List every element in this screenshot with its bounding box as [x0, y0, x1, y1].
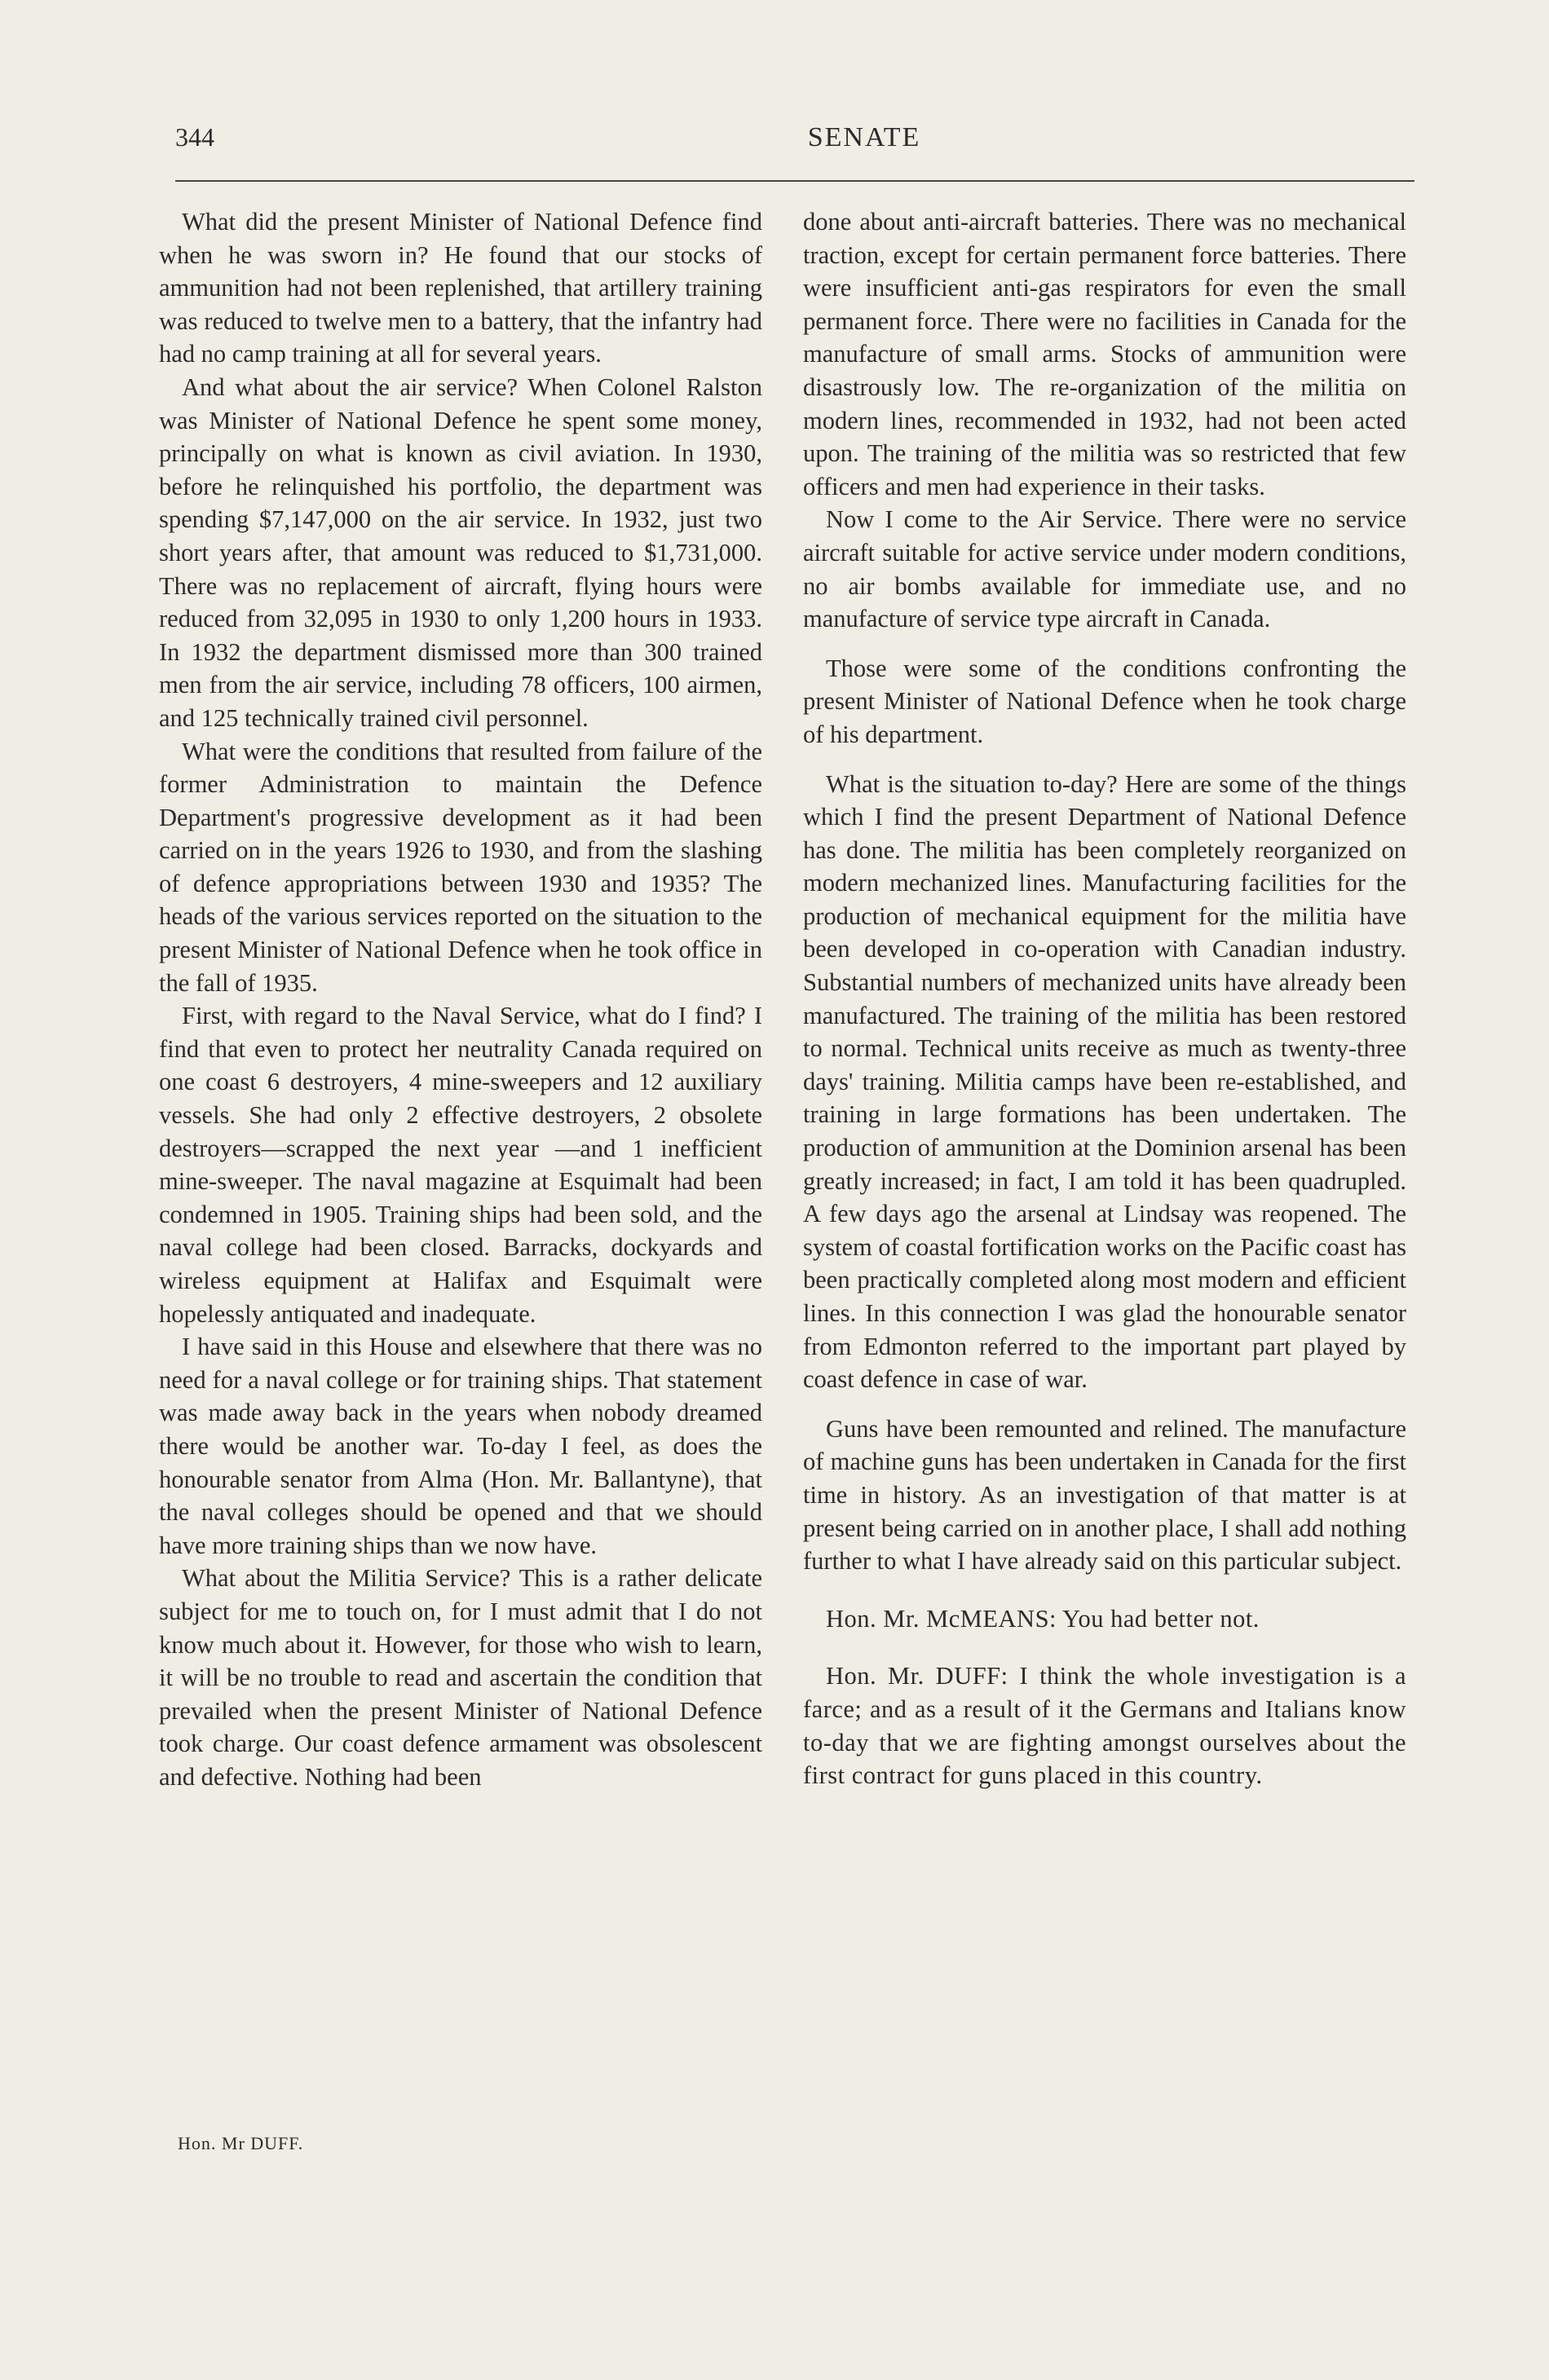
- paragraph: What were the conditions that resulted from failure of the former Administration to maintain the Defence Department's progressive development as it had been carried on in the years 1926 to 1930, and from the slashing of defence appropriations between 1930 and 1935? The heads of the various services reported on the situation to the present Minister of National Defence when he took office in the fall of 1935.: [159, 737, 762, 997]
- right-column: [803, 205, 1406, 1792]
- paragraph: Those were some of the conditions confronting the present Minister of National Defence when he took charge of his department.: [803, 654, 1406, 748]
- paragraph: What did the present Minister of National Defence find when he was sworn in? He found that our stocks of ammunition had not been replenished, that artillery training was reduced to twelve men to a battery, that the infantry had had no camp training at all for several years.: [159, 208, 762, 368]
- paragraph: I have said in this House and elsewhere that there was no need for a naval college or for training ships. That statement was made away back in the years when nobody dreamed there would be another war. To-day I feel, as does the honourable senator from Alma (Hon. Mr. Ballantyne), that the naval colleges should be opened and that we should have more training ships than we now have.: [159, 1333, 762, 1559]
- speaker-remark-mcmeans: Hon. Mr. McMEANS: You had better not.: [826, 1604, 1260, 1633]
- paragraph: Now I come to the Air Service. There were no service aircraft suitable for active service under modern conditions, no air bombs available for immediate use, and no manufacture of service type aircraft in Canada.: [803, 505, 1406, 633]
- left-column: [159, 205, 762, 1794]
- paragraph: Guns have been remounted and relined. The manufacture of machine guns has been undertaken in Canada for the first time in history. As an investigation of that matter is at present being carried on in another place, I shall add nothing further to what I have already said on this particular subject.: [803, 1414, 1406, 1576]
- page-number: 344: [175, 122, 214, 152]
- paragraph: What about the Militia Service? This is a rather delicate subject for me to touch on, for I must admit that I do not know much about it. However, for those who wish to learn, it will be no trouble to read and ascertain the condition that prevailed when the present Minister of National Defence took charge. Our coast defence armament was obsolescent and defective. Nothing had been: [159, 1564, 762, 1791]
- paragraph: What is the situation to-day? Here are some of the things which I find the present Department of National Defence has done. The militia has been completely reorganized on modern mechanized lines. Manufacturing facilities for the production of mechanical equipment for the militia have been developed in co-operation with Canadian industry. Substantial numbers of mechanized units have already been manufactured. The training of the militia has been restored to normal. Technical units receive as much as twenty-three days' training. Militia camps have been re-established, and training in large formations has been undertaken. The production of ammunition at the Dominion arsenal has been greatly increased; in fact, I am told it has been quadrupled. A few days ago the arsenal at Lindsay was reopened. The system of coastal fortification works on the Pacific coast has been practically completed along most modern and efficient lines. In this connection I was glad the honourable senator from Edmonton referred to the important part played by coast defence in case of war.: [803, 769, 1406, 1394]
- footer-speaker-note: Hon. Mr DUFF.: [178, 2133, 304, 2153]
- paragraph: And what about the air service? When Colonel Ralston was Minister of National Defence he spent some money, principally on what is known as civil aviation. In 1930, before he relinquished his portfolio, the department was spending $7,147,000 on the air service. In 1932, just two short years after, that amount was reduced to $1,731,000. There was no replacement of aircraft, flying hours were reduced from 32,095 in 1930 to only 1,200 hours in 1933. In 1932 the department dismissed more than 300 trained men from the air service, including 78 officers, 100 airmen, and 125 technically trained civil personnel.: [159, 372, 762, 732]
- paragraph: First, with regard to the Naval Service, what do I find? I find that even to protect her neutrality Canada required on one coast 6 destroyers, 4 mine-sweepers and 12 auxiliary vessels. She had only 2 effective destroyers, 2 obsolete destroyers—scrapped the next year —and 1 inefficient mine-sweeper. The naval magazine at Esquimalt had been condemned in 1905. Training ships had been sold, and the naval college had been closed. Barracks, dockyards and wireless equipment at Halifax and Esquimalt were hopelessly antiquated and inadequate.: [159, 1002, 762, 1328]
- paragraph: done about anti-aircraft batteries. There was no mechanical traction, except for certain permanent force batteries. There were insufficient anti-gas respirators for even the small permanent force. There were no facilities in Canada for the manufacture of small arms. Stocks of ammunition were disastrously low. The re-organization of the militia on modern lines, recommended in 1932, had not been acted upon. The training of the militia was so restricted that few officers and men had experience in their tasks.: [803, 208, 1406, 500]
- running-head: SENATE: [807, 122, 921, 152]
- speaker-remark-duff: Hon. Mr. DUFF: I think the whole investigation is a farce; and as a result of it the Germans and Italians know to-day that we are fighting amongst ourselves about the first contract for guns placed in this country.: [803, 1662, 1406, 1790]
- header-rule: [175, 180, 1414, 182]
